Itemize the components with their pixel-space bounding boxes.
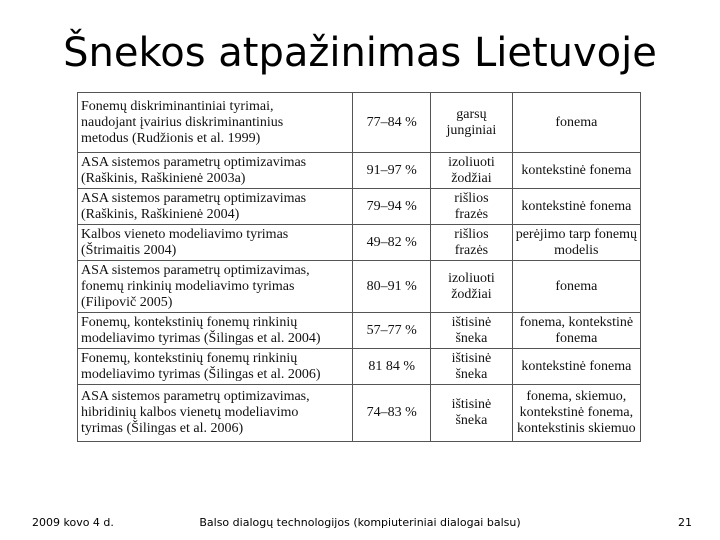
cell-desc-line: Kalbos vieneto modeliavimo tyrimas — [81, 226, 289, 242]
cell-desc-line: hibridinių kalbos vienetų modeliavimo — [81, 405, 299, 420]
cell-unit-line: žodžiai — [451, 170, 492, 186]
cell-model — [512, 153, 640, 189]
cell-acc — [353, 385, 431, 442]
cell-desc — [78, 225, 353, 261]
cell-model-line: modelis — [554, 242, 599, 258]
cell-unit — [431, 153, 513, 189]
cell-model-line: fonema, skiemuo, — [526, 389, 627, 404]
footer-course-title: Balso dialogų technologijos (kompiuteriniai dialogai balsu) — [199, 516, 521, 529]
research-table-grid — [77, 92, 641, 442]
cell-unit-line: ištisinė — [451, 397, 492, 412]
cell-unit-line: izoliuoti — [448, 270, 495, 286]
cell-desc-line: ASA sistemos parametrų optimizavimas — [81, 154, 307, 170]
cell-unit-line: šneka — [455, 413, 488, 428]
cell-unit — [431, 313, 513, 349]
cell-model-line: fonema — [555, 114, 598, 130]
cell-desc-line: Fonemų, kontekstinių fonemų rinkinių — [81, 350, 298, 366]
cell-unit — [431, 189, 513, 225]
cell-model — [512, 189, 640, 225]
cell-unit-line: ištisinė — [451, 350, 492, 366]
cell-model-line: kontekstinė fonema — [521, 198, 632, 214]
cell-desc — [78, 349, 353, 385]
cell-unit-line: junginiai — [446, 122, 497, 138]
cell-model — [512, 225, 640, 261]
cell-model-line: kontekstinė fonema, — [519, 405, 634, 420]
table-row — [78, 93, 641, 153]
cell-model — [512, 349, 640, 385]
cell-model-line: fonema, kontekstinė — [519, 314, 634, 330]
table-row — [78, 189, 641, 225]
cell-model-line: perėjimo tarp fonemų — [515, 226, 637, 242]
table-row — [78, 153, 641, 189]
cell-unit-line: frazės — [454, 206, 489, 222]
cell-acc-line: 57–77 % — [366, 322, 417, 338]
cell-unit-line: rišlios — [454, 190, 489, 206]
cell-acc — [353, 261, 431, 313]
cell-desc-line: modeliavimo tyrimas (Šilingas et al. 2006) — [81, 366, 321, 382]
footer-page-number: 21 — [678, 516, 692, 529]
slide-title: Šnekos atpažinimas Lietuvoje — [63, 30, 657, 76]
cell-desc-line: (Filipovič 2005) — [81, 294, 173, 310]
cell-desc — [78, 153, 353, 189]
cell-acc-line: 79–94 % — [366, 198, 417, 214]
cell-acc-line: 80–91 % — [366, 278, 417, 294]
table-row — [78, 225, 641, 261]
cell-desc-line: ASA sistemos parametrų optimizavimas, — [81, 262, 310, 278]
footer-date: 2009 kovo 4 d. — [32, 516, 114, 529]
cell-desc — [78, 385, 353, 442]
cell-acc-line: 77–84 % — [366, 114, 417, 130]
cell-desc-line: fonemų rinkinių modeliavimo tyrimas — [81, 278, 295, 294]
cell-unit — [431, 93, 513, 153]
cell-desc-line: Fonemų, kontekstinių fonemų rinkinių — [81, 314, 298, 330]
cell-desc-line: (Štrimaitis 2004) — [81, 242, 177, 258]
cell-acc-line: 74–83 % — [366, 405, 417, 420]
cell-acc — [353, 313, 431, 349]
cell-desc-line: metodus (Rudžionis et al. 1999) — [81, 130, 261, 146]
cell-model-line: fonema — [555, 278, 598, 294]
research-table — [77, 92, 641, 441]
cell-desc-line: (Raškinis, Raškinienė 2003a) — [81, 170, 246, 186]
cell-unit-line: garsų — [456, 106, 487, 122]
cell-unit-line: šneka — [455, 330, 488, 346]
cell-model — [512, 261, 640, 313]
cell-unit-line: šneka — [455, 366, 488, 382]
table-row — [78, 261, 641, 313]
table-row — [78, 385, 641, 442]
cell-desc-line: ASA sistemos parametrų optimizavimas, — [81, 389, 310, 404]
cell-desc — [78, 189, 353, 225]
cell-unit-line: izoliuoti — [448, 154, 495, 170]
cell-unit — [431, 349, 513, 385]
table-row — [78, 349, 641, 385]
cell-model-line: fonema — [555, 330, 598, 346]
cell-model-line: kontekstinė fonema — [521, 358, 632, 374]
cell-unit-line: žodžiai — [451, 286, 492, 302]
cell-desc — [78, 261, 353, 313]
cell-acc — [353, 225, 431, 261]
cell-acc-line: 81 84 % — [368, 358, 416, 374]
cell-desc-line: tyrimas (Šilingas et al. 2006) — [81, 421, 244, 436]
cell-model — [512, 93, 640, 153]
cell-unit-line: rišlios — [454, 226, 489, 242]
cell-acc — [353, 189, 431, 225]
cell-model — [512, 313, 640, 349]
table-body — [78, 93, 641, 442]
cell-desc-line: Fonemų diskriminantiniai tyrimai, — [81, 98, 274, 114]
cell-acc-line: 91–97 % — [366, 162, 417, 178]
cell-desc — [78, 93, 353, 153]
cell-unit — [431, 385, 513, 442]
cell-acc — [353, 93, 431, 153]
cell-unit-line: ištisinė — [451, 314, 492, 330]
cell-desc-line: ASA sistemos parametrų optimizavimas — [81, 190, 307, 206]
cell-unit — [431, 225, 513, 261]
cell-desc — [78, 313, 353, 349]
cell-model — [512, 385, 640, 442]
cell-unit-line: frazės — [454, 242, 489, 258]
cell-desc-line: naudojant įvairius diskriminantinius — [81, 114, 284, 130]
cell-acc — [353, 153, 431, 189]
cell-desc-line: modeliavimo tyrimas (Šilingas et al. 2004) — [81, 330, 321, 346]
cell-desc-line: (Raškinis, Raškinienė 2004) — [81, 206, 240, 222]
cell-model-line: kontekstinis skiemuo — [517, 421, 636, 436]
cell-unit — [431, 261, 513, 313]
cell-acc — [353, 349, 431, 385]
table-row — [78, 313, 641, 349]
cell-model-line: kontekstinė fonema — [521, 162, 632, 178]
cell-acc-line: 49–82 % — [366, 234, 417, 250]
